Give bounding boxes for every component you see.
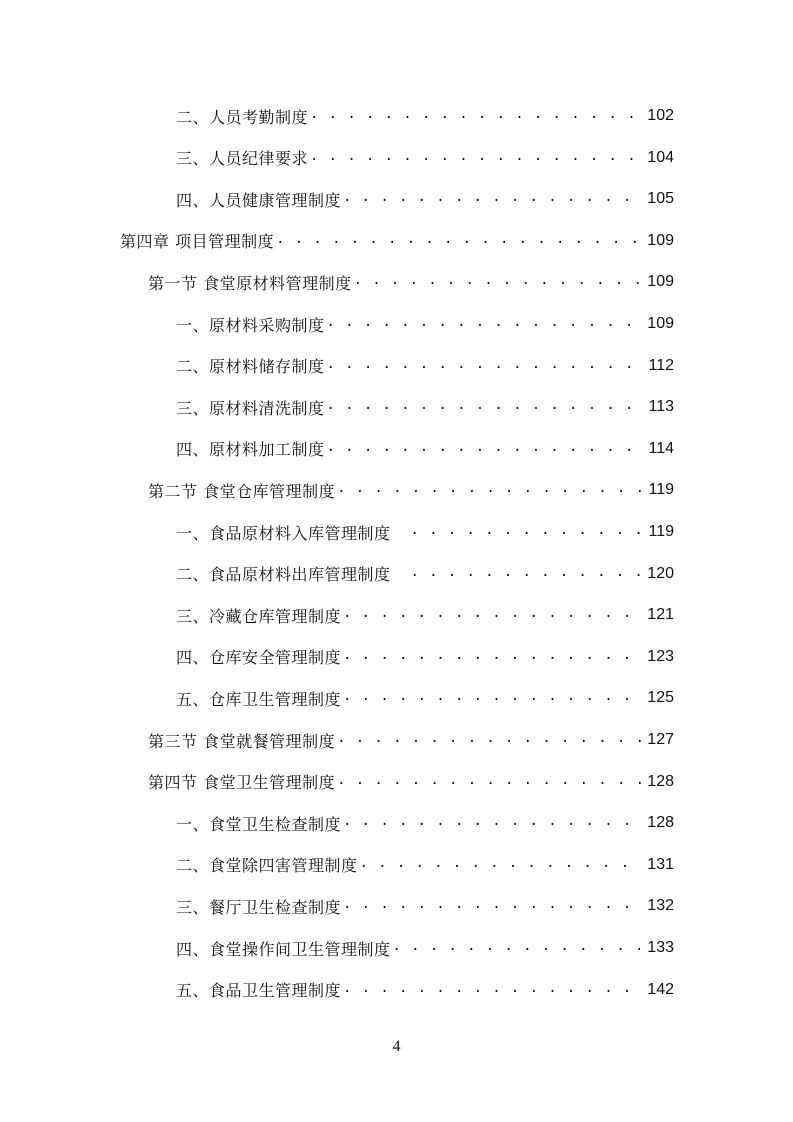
- toc-entry[interactable]: [176, 970, 674, 1010]
- toc-entry-title: 第四节 食堂卫生管理制度: [148, 773, 336, 793]
- toc-entry-page: 112: [648, 356, 674, 374]
- dot-leader: [327, 398, 643, 416]
- dot-leader: [337, 731, 641, 749]
- dot-leader: [411, 565, 642, 583]
- dot-leader: [337, 773, 641, 791]
- toc-entry-page: 133: [647, 939, 674, 956]
- toc-entry[interactable]: [176, 512, 674, 552]
- dot-leader: [343, 814, 641, 832]
- dot-leader: [276, 232, 641, 250]
- toc-entry-page: 127: [647, 731, 674, 748]
- dot-leader: [343, 897, 641, 915]
- toc-entry-page: 125: [647, 689, 674, 707]
- toc-entry-page: 104: [647, 148, 674, 166]
- toc-entry[interactable]: [148, 720, 674, 760]
- toc-entry-page: 105: [647, 190, 674, 208]
- toc-entry[interactable]: [176, 928, 674, 968]
- dot-leader: [310, 107, 641, 125]
- toc-entry-title: 一、食品原材料入库管理制度: [176, 523, 391, 543]
- toc-entry[interactable]: [176, 637, 674, 677]
- toc-entry-page: 114: [648, 439, 674, 457]
- toc-entry-title: 第一节 食堂原材料管理制度: [148, 273, 352, 293]
- toc-entry-title: 第三节 食堂就餐管理制度: [148, 731, 336, 751]
- toc-entry-title: 三、原材料清洗制度: [176, 398, 325, 418]
- dot-leader: [343, 689, 641, 707]
- toc-entry[interactable]: [176, 387, 674, 427]
- toc-entry-page: 119: [648, 523, 674, 540]
- toc-entry-title: 二、人员考勤制度: [176, 107, 309, 127]
- toc-entry-title: 四、食堂操作间卫生管理制度: [176, 939, 391, 959]
- toc-entry-page: 120: [647, 564, 674, 582]
- toc-entry-title: 四、原材料加工制度: [176, 440, 325, 460]
- toc-entry-title: 三、餐厅卫生检查制度: [176, 897, 342, 917]
- toc-entry[interactable]: [176, 304, 674, 344]
- toc-entry[interactable]: [176, 803, 674, 843]
- toc-entry-page: 132: [647, 897, 674, 915]
- toc-entry-title: 三、人员纪律要求: [176, 149, 309, 169]
- dot-leader: [327, 440, 643, 458]
- dot-leader: [310, 149, 641, 167]
- dot-leader: [393, 939, 642, 957]
- toc-entry[interactable]: [176, 429, 674, 469]
- toc-entry-page: 102: [647, 107, 674, 124]
- dot-leader: [343, 190, 641, 208]
- toc-entry[interactable]: [176, 595, 674, 635]
- toc-entry-page: 128: [647, 814, 674, 832]
- toc-entry-page: 119: [648, 481, 674, 499]
- toc-entry[interactable]: [176, 845, 674, 885]
- toc-entry-title: 四、人员健康管理制度: [176, 190, 342, 210]
- toc-entry-page: 109: [647, 231, 674, 249]
- toc-entry-page: 131: [647, 855, 674, 873]
- toc-entry-title: 第二节 食堂仓库管理制度: [148, 481, 336, 501]
- toc-entry-title: 二、原材料储存制度: [176, 357, 325, 377]
- dot-leader: [337, 481, 642, 499]
- toc-entry-title: 第四章 项目管理制度: [120, 232, 275, 252]
- toc-entry[interactable]: [148, 762, 674, 802]
- toc-entry[interactable]: [120, 221, 674, 261]
- dot-leader: [354, 273, 642, 291]
- dot-leader: [360, 856, 642, 874]
- toc-entry[interactable]: [148, 262, 674, 302]
- toc-entry-page: 109: [647, 315, 674, 332]
- dot-leader: [327, 315, 642, 333]
- toc-entry[interactable]: [176, 96, 674, 136]
- toc-entry[interactable]: [176, 346, 674, 386]
- toc-entry-title: 三、冷藏仓库管理制度: [176, 606, 342, 626]
- toc-entry[interactable]: [176, 886, 674, 926]
- toc-entry-page: 121: [647, 606, 674, 624]
- dot-leader: [343, 606, 641, 624]
- dot-leader: [411, 523, 643, 541]
- toc-entry[interactable]: [176, 179, 674, 219]
- toc-entry-title: 五、仓库卫生管理制度: [176, 689, 342, 709]
- toc-entry-title: 一、食堂卫生检查制度: [176, 814, 342, 834]
- toc-entry-title: 二、食堂除四害管理制度: [176, 856, 358, 876]
- toc-entry-title: 四、仓库安全管理制度: [176, 648, 342, 668]
- dot-leader: [343, 981, 641, 999]
- toc-entry-page: 109: [647, 273, 674, 291]
- toc-entry-page: 128: [647, 772, 674, 790]
- toc-entry-page: 142: [647, 980, 674, 998]
- toc-entry-title: 五、食品卫生管理制度: [176, 981, 342, 1001]
- toc-entry[interactable]: [148, 470, 674, 510]
- toc-entry[interactable]: [176, 138, 674, 178]
- toc-entry-page: 123: [647, 647, 674, 665]
- dot-leader: [327, 357, 643, 375]
- dot-leader: [343, 648, 641, 666]
- toc-entry-page: 113: [648, 398, 674, 416]
- toc-entry[interactable]: [176, 554, 674, 594]
- page-number: 4: [392, 1038, 401, 1055]
- toc-entry-title: 二、食品原材料出库管理制度: [176, 565, 391, 585]
- toc-entry-title: 一、原材料采购制度: [176, 315, 325, 335]
- toc-entry[interactable]: [176, 678, 674, 718]
